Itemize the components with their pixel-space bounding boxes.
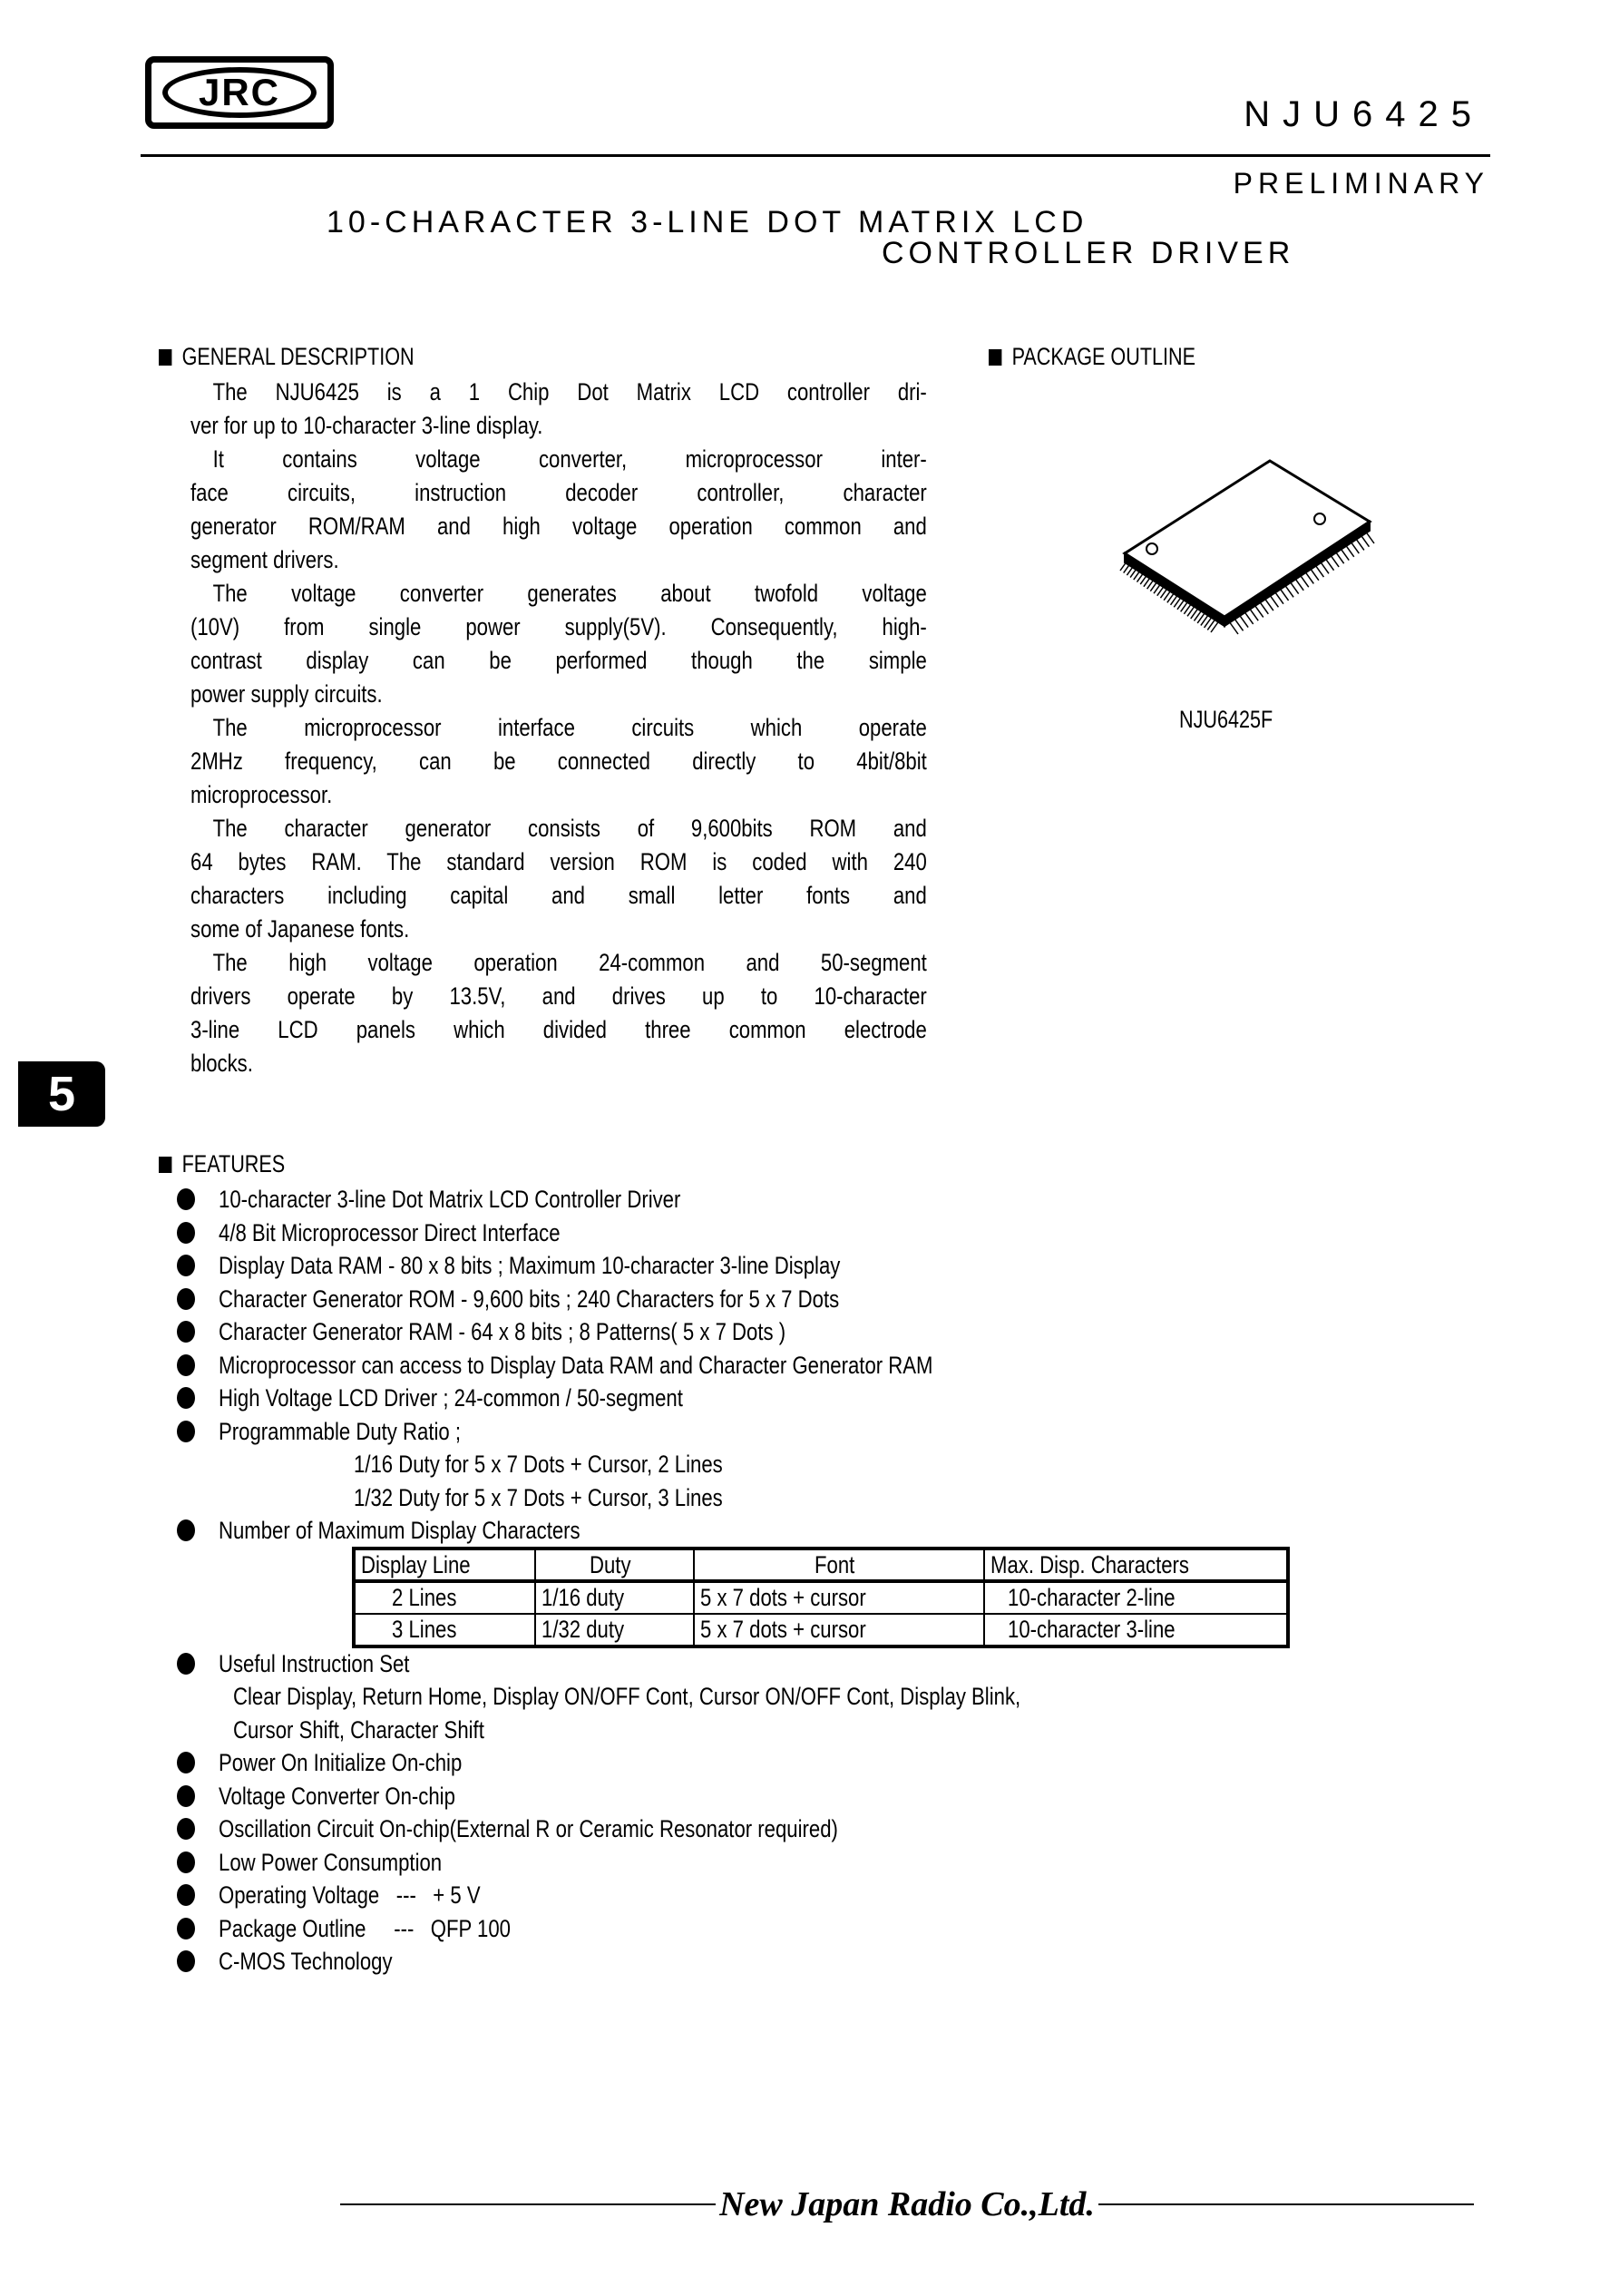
bullet-icon <box>177 1884 195 1906</box>
list-item <box>177 1315 1194 1349</box>
item-text: Low Power Consumption <box>219 1848 443 1876</box>
description-line: The microprocessor interface circuits which operate <box>212 714 927 741</box>
table-header: Font <box>694 1549 984 1581</box>
footer-rule <box>1098 2203 1474 2205</box>
title-line-2: CONTROLLER DRIVER <box>882 236 1295 270</box>
item-text: Oscillation Circuit On-chip(External R or Ceramic Resonator required) <box>219 1815 838 1843</box>
list-item <box>177 1912 1194 1946</box>
item-text: Useful Instruction Set <box>219 1649 410 1677</box>
jrc-logo <box>145 56 334 129</box>
title-line-1: 10-CHARACTER 3-LINE DOT MATRIX LCD <box>327 205 1088 239</box>
table-cell: 10-character 2-line <box>984 1581 1288 1614</box>
bullet-icon <box>177 1222 195 1244</box>
square-bullet-icon <box>159 349 171 366</box>
bullet-icon <box>177 1653 195 1675</box>
list-item <box>177 1846 1194 1880</box>
bullet-icon <box>177 1752 195 1773</box>
bullet-icon <box>177 1188 195 1210</box>
bullet-icon <box>177 1519 195 1541</box>
table-cell: 3 Lines <box>354 1614 535 1646</box>
description-line: ver for up to 10-character 3-line display. <box>190 412 543 439</box>
company-logo: New Japan Radio Co.,Ltd. <box>719 2185 1095 2223</box>
bullet-icon <box>177 1818 195 1840</box>
table-cell: 10-character 3-line <box>984 1614 1288 1646</box>
table-cell: 1/16 duty <box>535 1581 694 1614</box>
description-line: The character generator consists of 9,600bits ROM and <box>212 815 927 842</box>
bullet-icon <box>177 1321 195 1343</box>
part-number: NJU6425 <box>1244 94 1484 134</box>
description-line: drivers operate by 13.5V, and drives up to 10-character <box>190 982 927 1010</box>
footer-rule <box>340 2203 716 2205</box>
qfp-package-image <box>1098 454 1388 653</box>
table-row <box>354 1581 1288 1614</box>
table-row <box>354 1614 1288 1646</box>
description-line: power supply circuits. <box>190 680 383 708</box>
description-line: characters including capital and small letter fonts and <box>190 882 927 909</box>
list-item <box>177 1349 1194 1382</box>
item-text: Programmable Duty Ratio ; <box>219 1417 462 1445</box>
table-cell: 5 x 7 dots + cursor <box>694 1581 984 1614</box>
description-line: some of Japanese fonts. <box>190 915 410 943</box>
description-line: microprocessor. <box>190 781 333 808</box>
description-line: face circuits, instruction decoder controller, character <box>190 479 927 506</box>
description-line: The voltage converter generates about twofold voltage <box>212 580 927 607</box>
list-item <box>177 1514 1194 1548</box>
list-item <box>177 1249 1194 1283</box>
bullet-icon <box>177 1785 195 1807</box>
item-text: Power On Initialize On-chip <box>219 1749 463 1777</box>
bullet-icon <box>177 1387 195 1409</box>
general-description-body <box>190 376 1090 1080</box>
item-text: Character Generator RAM - 64 x 8 bits ; 8 Patterns( 5 x 7 Dots ) <box>219 1318 786 1346</box>
description-line: contrast display can be performed though the simple <box>190 647 927 674</box>
item-text: Package Outline --- QFP 100 <box>219 1914 512 1942</box>
item-text: Character Generator ROM - 9,600 bits ; 240 Characters for 5 x 7 Dots <box>219 1285 840 1313</box>
heading-text: GENERAL DESCRIPTION <box>181 343 415 370</box>
table-header: Display Line <box>354 1549 535 1581</box>
bullet-icon <box>177 1288 195 1310</box>
bullet-icon <box>177 1255 195 1276</box>
item-text: 4/8 Bit Microprocessor Direct Interface <box>219 1218 561 1246</box>
instruction-line: Cursor Shift, Character Shift <box>233 1715 484 1744</box>
list-item <box>177 1183 1194 1216</box>
description-line: segment drivers. <box>190 546 339 573</box>
list-item <box>177 1746 1194 1780</box>
item-text: High Voltage LCD Driver ; 24-common / 50-segment <box>219 1384 683 1412</box>
heading-text: FEATURES <box>181 1150 286 1177</box>
duty-line: 1/16 Duty for 5 x 7 Dots + Cursor, 2 Lines <box>354 1451 723 1478</box>
list-item <box>177 1812 1194 1846</box>
logo-text: JRC <box>198 71 281 113</box>
header-rule <box>141 154 1490 157</box>
table-cell: 1/32 duty <box>535 1614 694 1646</box>
description-line: It contains voltage converter, microprocessor inter- <box>212 445 927 473</box>
description-line: blocks. <box>190 1050 253 1077</box>
square-bullet-icon <box>159 1157 171 1173</box>
description-line: generator ROM/RAM and high voltage operation common and <box>190 513 927 540</box>
description-line: 3-line LCD panels which divided three common electrode <box>190 1016 927 1043</box>
duty-line: 1/32 Duty for 5 x 7 Dots + Cursor, 3 Lines <box>354 1483 723 1511</box>
table-cell: 2 Lines <box>354 1581 535 1614</box>
max-display-characters-table <box>352 1547 1290 1648</box>
section-tab: 5 <box>18 1061 105 1127</box>
general-description-heading <box>159 343 415 371</box>
features-heading <box>159 1150 285 1178</box>
list-item <box>177 1283 1194 1316</box>
item-text: Operating Voltage --- + 5 V <box>219 1881 481 1910</box>
table-header: Duty <box>535 1549 694 1581</box>
list-item <box>177 1780 1194 1813</box>
footer <box>340 2184 1474 2224</box>
list-item <box>177 1216 1194 1250</box>
item-text: Microprocessor can access to Display Data RAM and Character Generator RAM <box>219 1351 933 1379</box>
bullet-icon <box>177 1950 195 1972</box>
package-label: NJU6425F <box>1179 706 1273 733</box>
item-text: Display Data RAM - 80 x 8 bits ; Maximum 10-character 3-line Display <box>219 1252 841 1280</box>
bullet-icon <box>177 1918 195 1939</box>
list-item <box>177 1945 1194 1978</box>
description-line: The high voltage operation 24-common and 50-segment <box>212 949 927 976</box>
list-item <box>177 1382 1194 1415</box>
square-bullet-icon <box>989 349 1001 366</box>
table-cell: 5 x 7 dots + cursor <box>694 1614 984 1646</box>
status-label: PRELIMINARY <box>1233 167 1489 200</box>
bullet-icon <box>177 1851 195 1873</box>
table-header: Max. Disp. Characters <box>984 1549 1288 1581</box>
item-text: Number of Maximum Display Characters <box>219 1517 580 1545</box>
item-text: 10-character 3-line Dot Matrix LCD Controller Driver <box>219 1186 681 1214</box>
list-item <box>177 1415 1194 1449</box>
description-line: 2MHz frequency, can be connected directly to 4bit/8bit <box>190 747 927 775</box>
description-line: The NJU6425 is a 1 Chip Dot Matrix LCD controller dri- <box>212 378 927 405</box>
bullet-icon <box>177 1421 195 1442</box>
list-item <box>177 1647 1194 1681</box>
description-line: 64 bytes RAM. The standard version ROM is coded with 240 <box>190 848 927 875</box>
list-item <box>177 1879 1194 1912</box>
bullet-icon <box>177 1354 195 1376</box>
description-line: (10V) from single power supply(5V). Consequently, high- <box>190 613 927 640</box>
package-outline-heading <box>989 343 1195 371</box>
item-text: Voltage Converter On-chip <box>219 1782 455 1810</box>
item-text: C-MOS Technology <box>219 1948 393 1976</box>
instruction-line: Clear Display, Return Home, Display ON/OFF Cont, Cursor ON/OFF Cont, Display Blink, <box>233 1683 1021 1710</box>
heading-text: PACKAGE OUTLINE <box>1011 343 1196 370</box>
